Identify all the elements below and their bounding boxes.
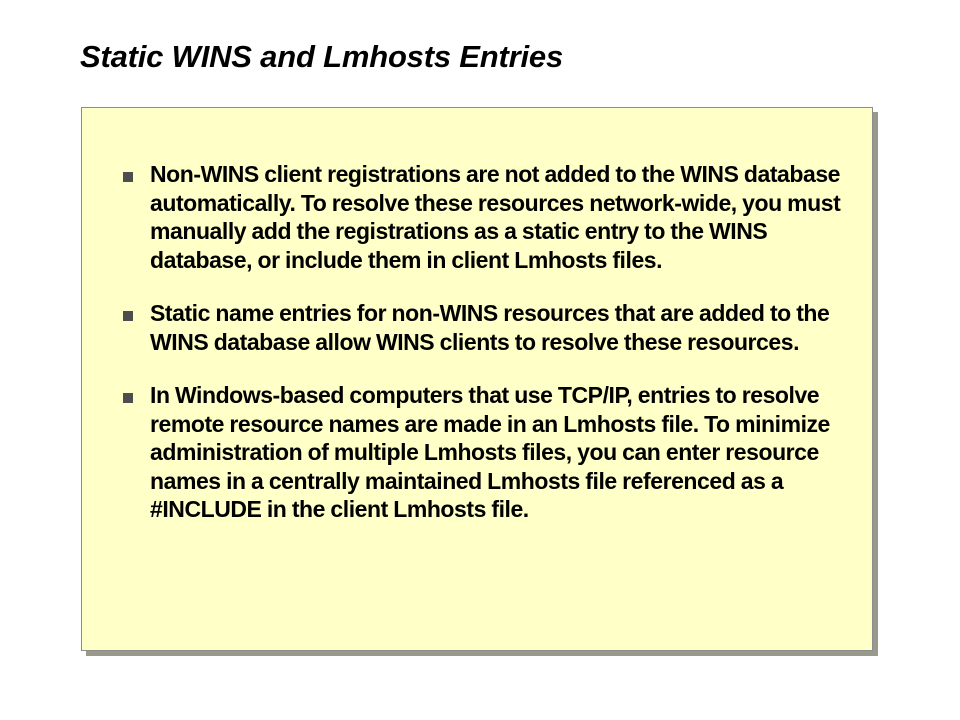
bullet-list bbox=[82, 160, 872, 549]
bullet-text: In Windows-based computers that use TCP/IP, entries to resolve remote resource names are made in an Lmhosts file. To minimize administration of multiple Lmhosts files, you can enter resource names in a centrally maintained Lmhosts file referenced as a #INCLUDE in the client Lmhosts file. bbox=[150, 382, 830, 522]
content-box bbox=[81, 107, 873, 651]
square-bullet-icon bbox=[123, 393, 133, 403]
square-bullet-icon bbox=[123, 311, 133, 321]
bullet-text: Non-WINS client registrations are not added to the WINS database automatically. To resolve these resources network-wide, you must manually add the registrations as a static entry to the WINS database, or include them in client Lmhosts files. bbox=[150, 161, 841, 273]
bullet-item bbox=[82, 381, 872, 524]
slide-title: Static WINS and Lmhosts Entries bbox=[80, 39, 563, 74]
bullet-item bbox=[82, 299, 872, 356]
square-bullet-icon bbox=[123, 172, 133, 182]
bullet-text: Static name entries for non-WINS resources that are added to the WINS database allow WINS clients to resolve these resources. bbox=[150, 300, 830, 355]
bullet-item bbox=[82, 160, 872, 274]
